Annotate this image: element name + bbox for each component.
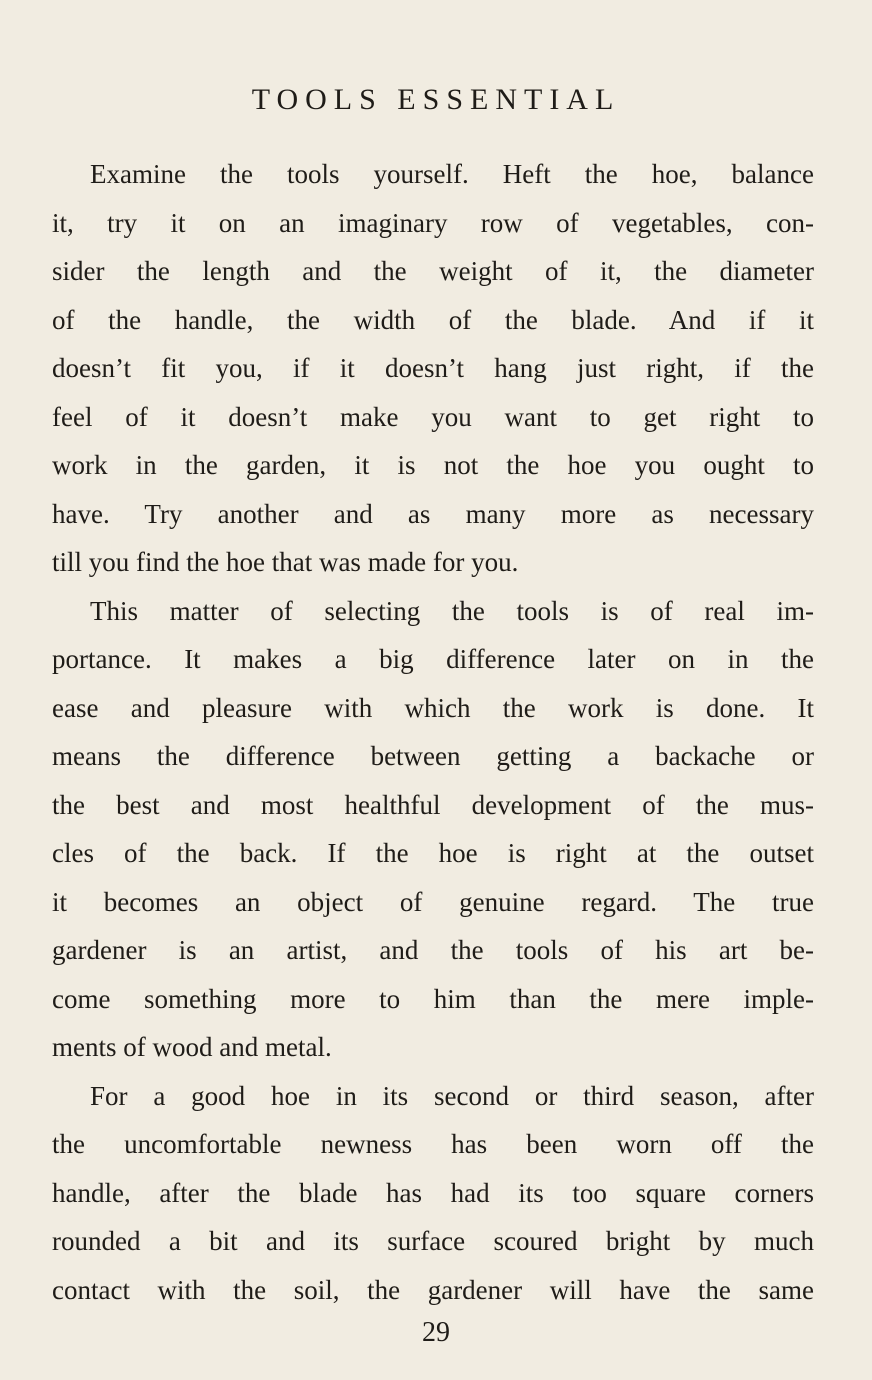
- text-line: rounded a bit and its surface scoured bright by much: [52, 1226, 814, 1256]
- text-line: means the difference between getting a backache or: [52, 741, 814, 771]
- text-line: doesn’t fit you, if it doesn’t hang just right, if the: [52, 353, 814, 383]
- text-line: This matter of selecting the tools is of real im-: [90, 595, 814, 626]
- text-line: contact with the soil, the gardener will have the same: [52, 1274, 814, 1305]
- text-line: ments of wood and metal.: [52, 1032, 332, 1062]
- text-line: gardener is an artist, and the tools of his art be-: [52, 935, 814, 965]
- text-line: of the handle, the width of the blade. And if it: [52, 304, 814, 335]
- text-line: the best and most healthful development of the mus-: [52, 789, 814, 820]
- text-line: ease and pleasure with which the work is done. It: [52, 692, 814, 723]
- text-line: have. Try another and as many more as necessary: [52, 498, 814, 529]
- running-head: TOOLS ESSENTIAL: [251, 83, 621, 116]
- text-line: come something more to him than the mere imple-: [52, 983, 814, 1014]
- text-line: Examine the tools yourself. Heft the hoe, balance: [90, 159, 814, 189]
- text-line: work in the garden, it is not the hoe you ought to: [52, 450, 814, 480]
- text-line: cles of the back. If the hoe is right at the outset: [52, 838, 814, 868]
- text-line: For a good hoe in its second or third season, after: [90, 1080, 814, 1111]
- text-line: handle, after the blade has had its too square corners: [52, 1177, 814, 1208]
- text-line: it becomes an object of genuine regard. The true: [52, 886, 814, 917]
- text-line: sider the length and the weight of it, the diameter: [52, 256, 814, 286]
- text-line: feel of it doesn’t make you want to get right to: [52, 401, 814, 432]
- text-line: the uncomfortable newness has been worn off the: [52, 1129, 814, 1159]
- text-line: it, try it on an imaginary row of vegetables, con-: [52, 207, 814, 238]
- text-line: till you find the hoe that was made for you.: [52, 547, 519, 577]
- page-number: 29: [422, 1317, 450, 1348]
- text-line: portance. It makes a big difference later on in the: [52, 644, 814, 674]
